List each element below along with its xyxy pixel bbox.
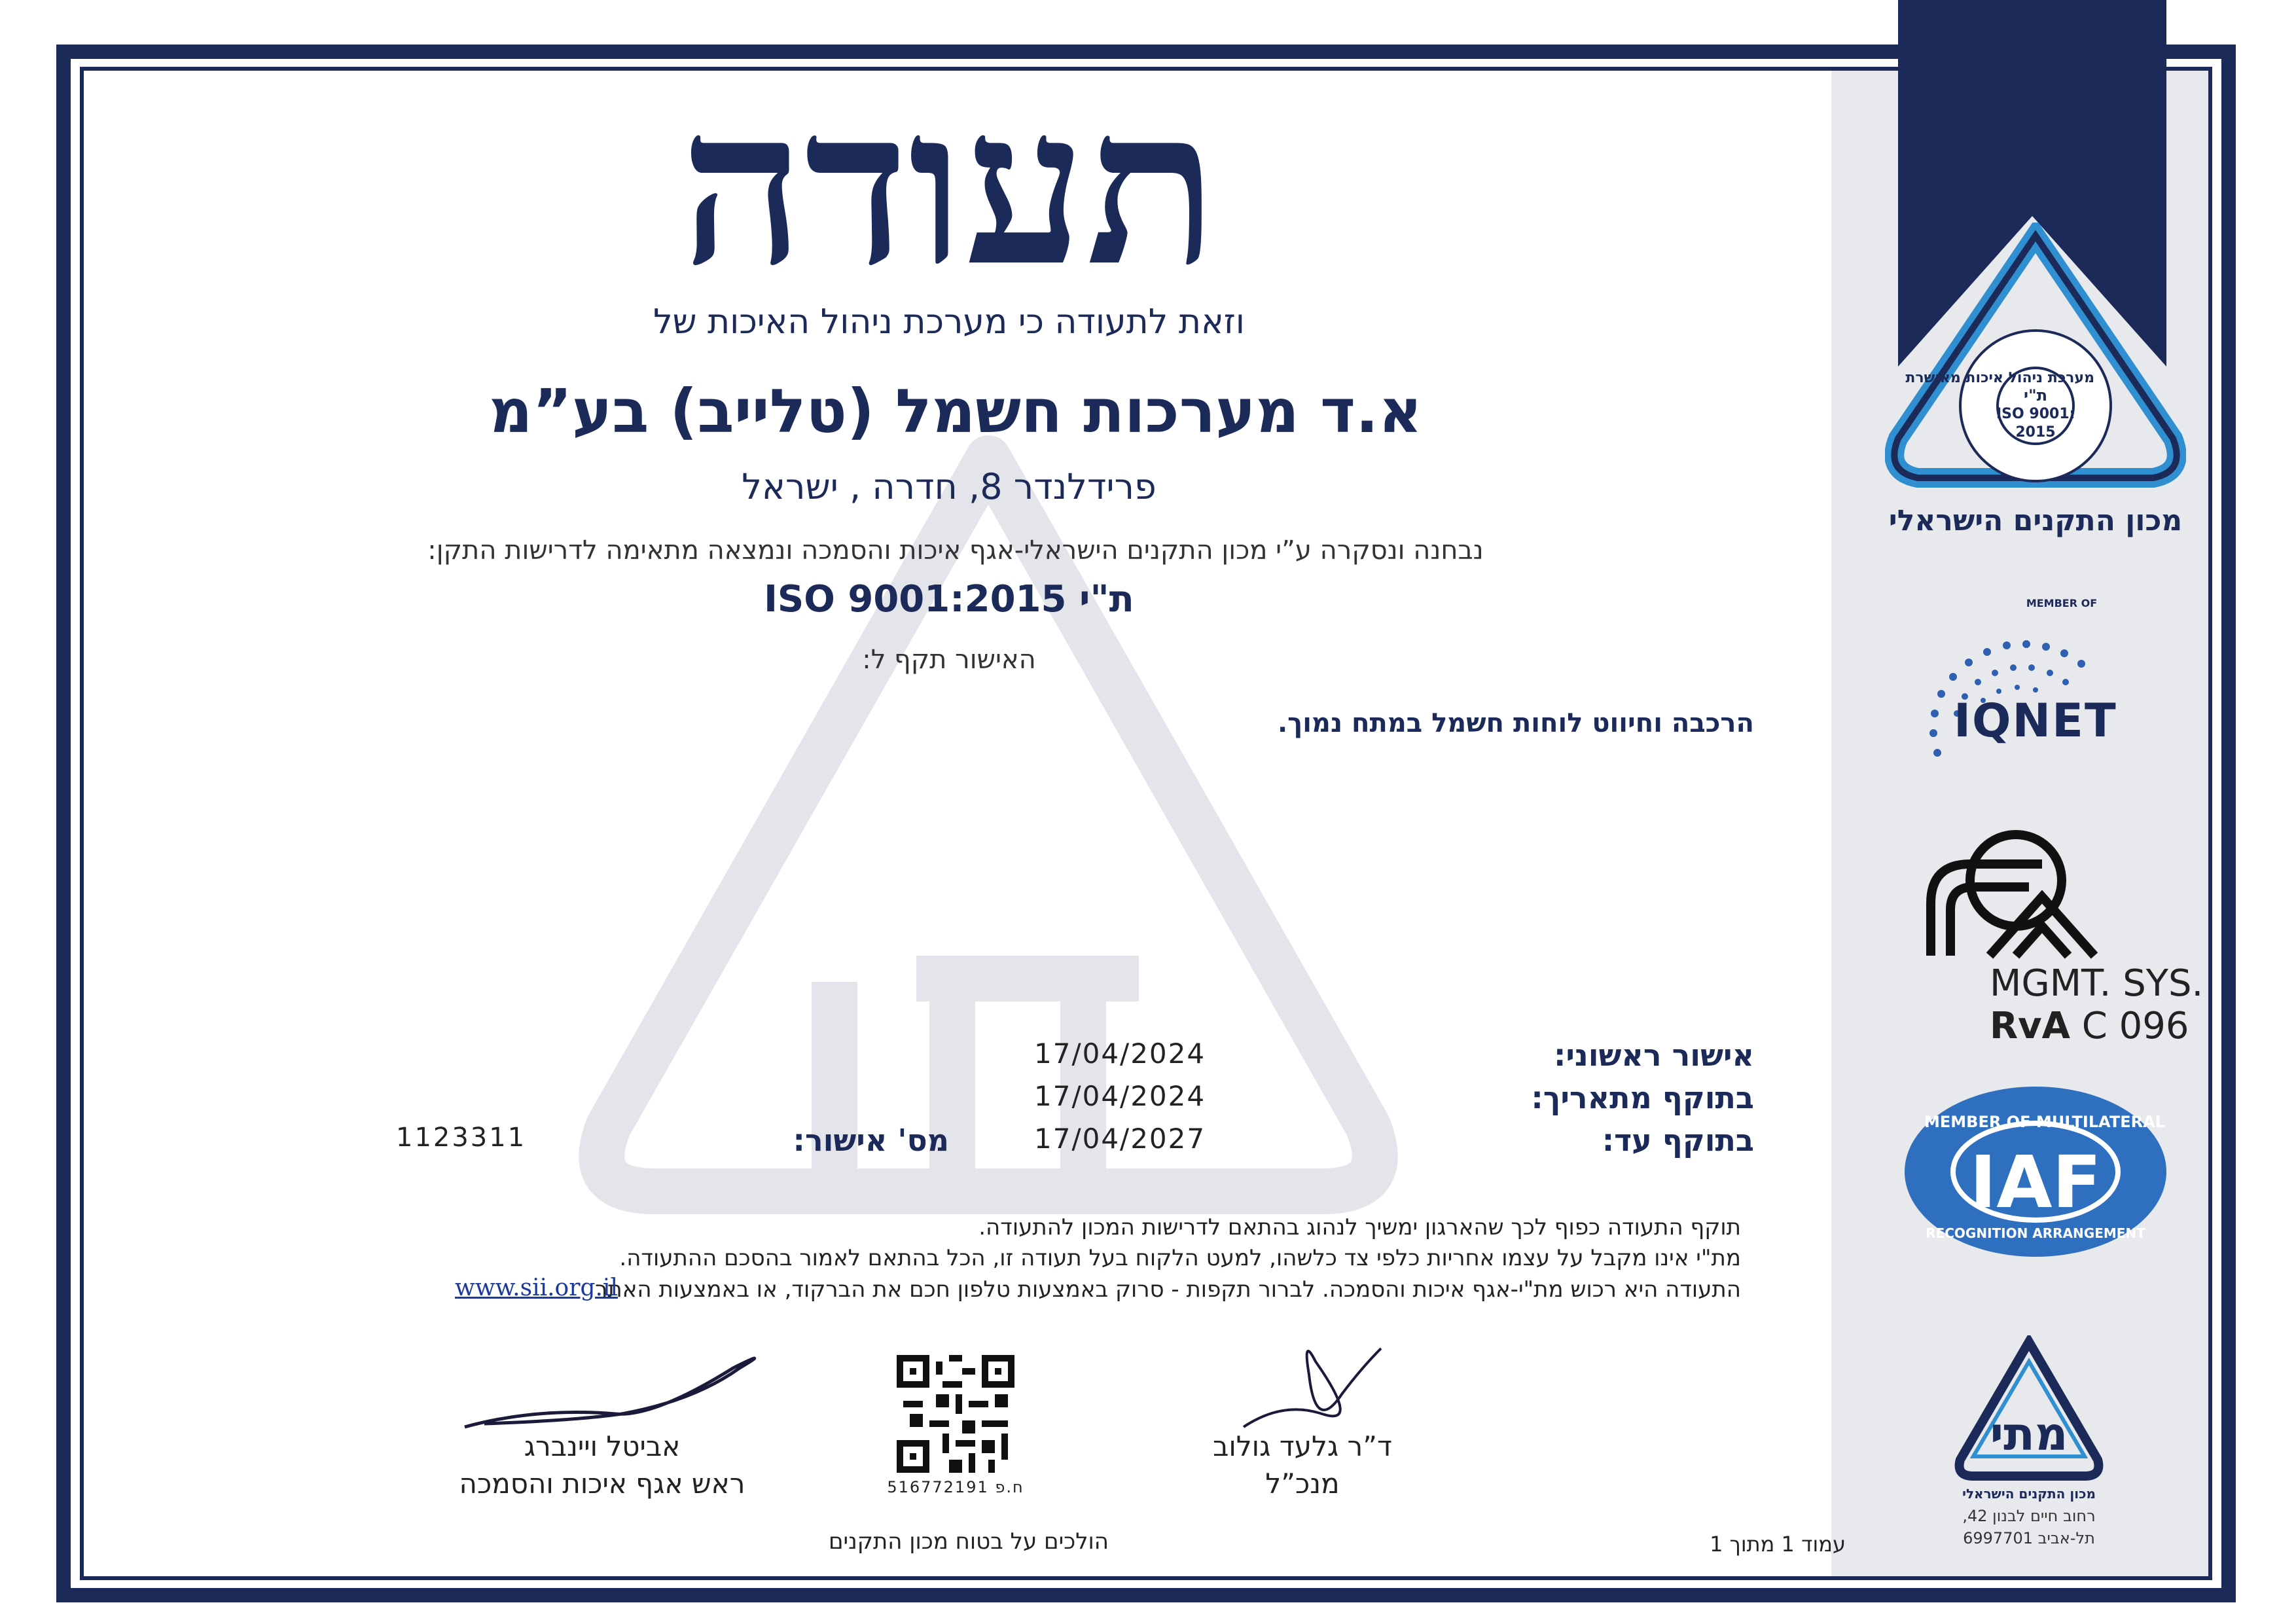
qr-caption: ח.פ 516772191	[887, 1478, 1024, 1496]
valid-from-label: בתוקף מתאריך:	[1531, 1080, 1754, 1115]
left-signature	[458, 1342, 772, 1440]
right-signer-name: ד”ר גלעד גולוב	[1213, 1430, 1392, 1462]
scope-text: הרכבה וחיווט לוחות חשמל במתח נמוך.	[1277, 708, 1754, 738]
company-address: פרידלנדר 8, חדרה , ישראל	[742, 466, 1157, 507]
scope-label: האישור תקף ל:	[862, 645, 1036, 675]
valid-to-label: בתוקף עד:	[1602, 1123, 1754, 1158]
sii-name: מכון התקנים הישראלי	[1888, 504, 2183, 537]
mati-name: מכון התקנים הישראלי	[1962, 1486, 2096, 1502]
rva-logo-icon	[1911, 825, 2108, 969]
company-name: א.ד מערכות חשמל (טלייב) בע”מ	[488, 376, 1423, 446]
certificate-title: תעודה	[680, 60, 1218, 314]
website-link[interactable]: www.sii.org.il	[455, 1274, 618, 1301]
mati-logo-text: מתי	[1990, 1407, 2068, 1461]
rva-number: C 096	[2070, 1005, 2189, 1047]
intro-text: וזאת לתעודה כי מערכת ניהול האיכות של	[653, 302, 1245, 342]
rva-code	[1990, 1005, 2189, 1047]
note-line-1: תוקף התעודה כפוף לכך שהארגון ימשיך לנהוג בהתאם לדרישות המכון להתעודה.	[978, 1214, 1741, 1240]
footer-slogan: הולכים על בטוח מכון התקנים	[828, 1528, 1109, 1555]
left-signer-name: אביטל ויינברג	[524, 1430, 681, 1462]
sii-badge-std: ISO 9001:	[1996, 406, 2075, 422]
cert-number-value: 1123311	[396, 1123, 527, 1153]
rva-mgmt-sys: MGMT. SYS.	[1990, 962, 2204, 1005]
cert-number-label: מס' אישור:	[793, 1123, 949, 1158]
note-line-2: מת"י אינו מקבל על עצמו אחריות כלפי צד כלשהו, למעט הלקוח בעל תעודה זו, הכל בהתאם לאמור בהסכם ההתעודה.	[619, 1245, 1741, 1271]
sii-badge-year: 2015	[2015, 424, 2056, 441]
valid-to-value: 17/04/2027	[1034, 1123, 1206, 1155]
page-indicator: עמוד 1 מתוך 1	[1710, 1532, 1846, 1557]
iqnet-member-of: MEMBER OF	[2026, 597, 2098, 609]
iaf-bottom-text: RECOGNITION ARRANGEMENT	[1926, 1225, 2145, 1241]
iaf-top-text: MEMBER OF MULTILATERAL	[1924, 1113, 2165, 1131]
note-line-3: התעודה היא רכוש מת"י-אגף איכות והסמכה. לברור תקפות - סרוק באמצעות טלפון חכם את הברקוד, או באמצעות האתר	[595, 1276, 1741, 1303]
first-approval-label: אישור ראשוני:	[1553, 1038, 1754, 1073]
iqnet-logo-text: IQNET	[1954, 694, 2117, 748]
mati-address-1: רחוב חיים לבנון 42,	[1962, 1507, 2096, 1525]
first-approval-value: 17/04/2024	[1034, 1038, 1206, 1070]
valid-from-value: 17/04/2024	[1034, 1080, 1206, 1112]
qr-code[interactable]	[897, 1355, 1014, 1473]
iaf-letters: IAF	[1969, 1140, 2102, 1224]
sii-triangle-logo	[1885, 223, 2186, 497]
left-signer-title: ראש אגף איכות והסמכה	[459, 1468, 745, 1500]
sii-badge-code: ת"י	[2024, 386, 2047, 405]
sii-badge-ring-text: מערכת ניהול איכות מאושרת	[1905, 370, 2094, 386]
right-signer-title: מנכ”ל	[1265, 1468, 1340, 1500]
statement-text: נבחנה ונסקרה ע”י מכון התקנים הישראלי-אגף איכות והסמכה ונמצאה מתאימה לדרישות התקן:	[427, 535, 1484, 566]
mati-address-2: תל-אביב 6997701	[1963, 1529, 2095, 1547]
standard-text: ת"י ISO 9001:2015	[764, 578, 1134, 621]
rva-label: RvA	[1990, 1005, 2070, 1047]
